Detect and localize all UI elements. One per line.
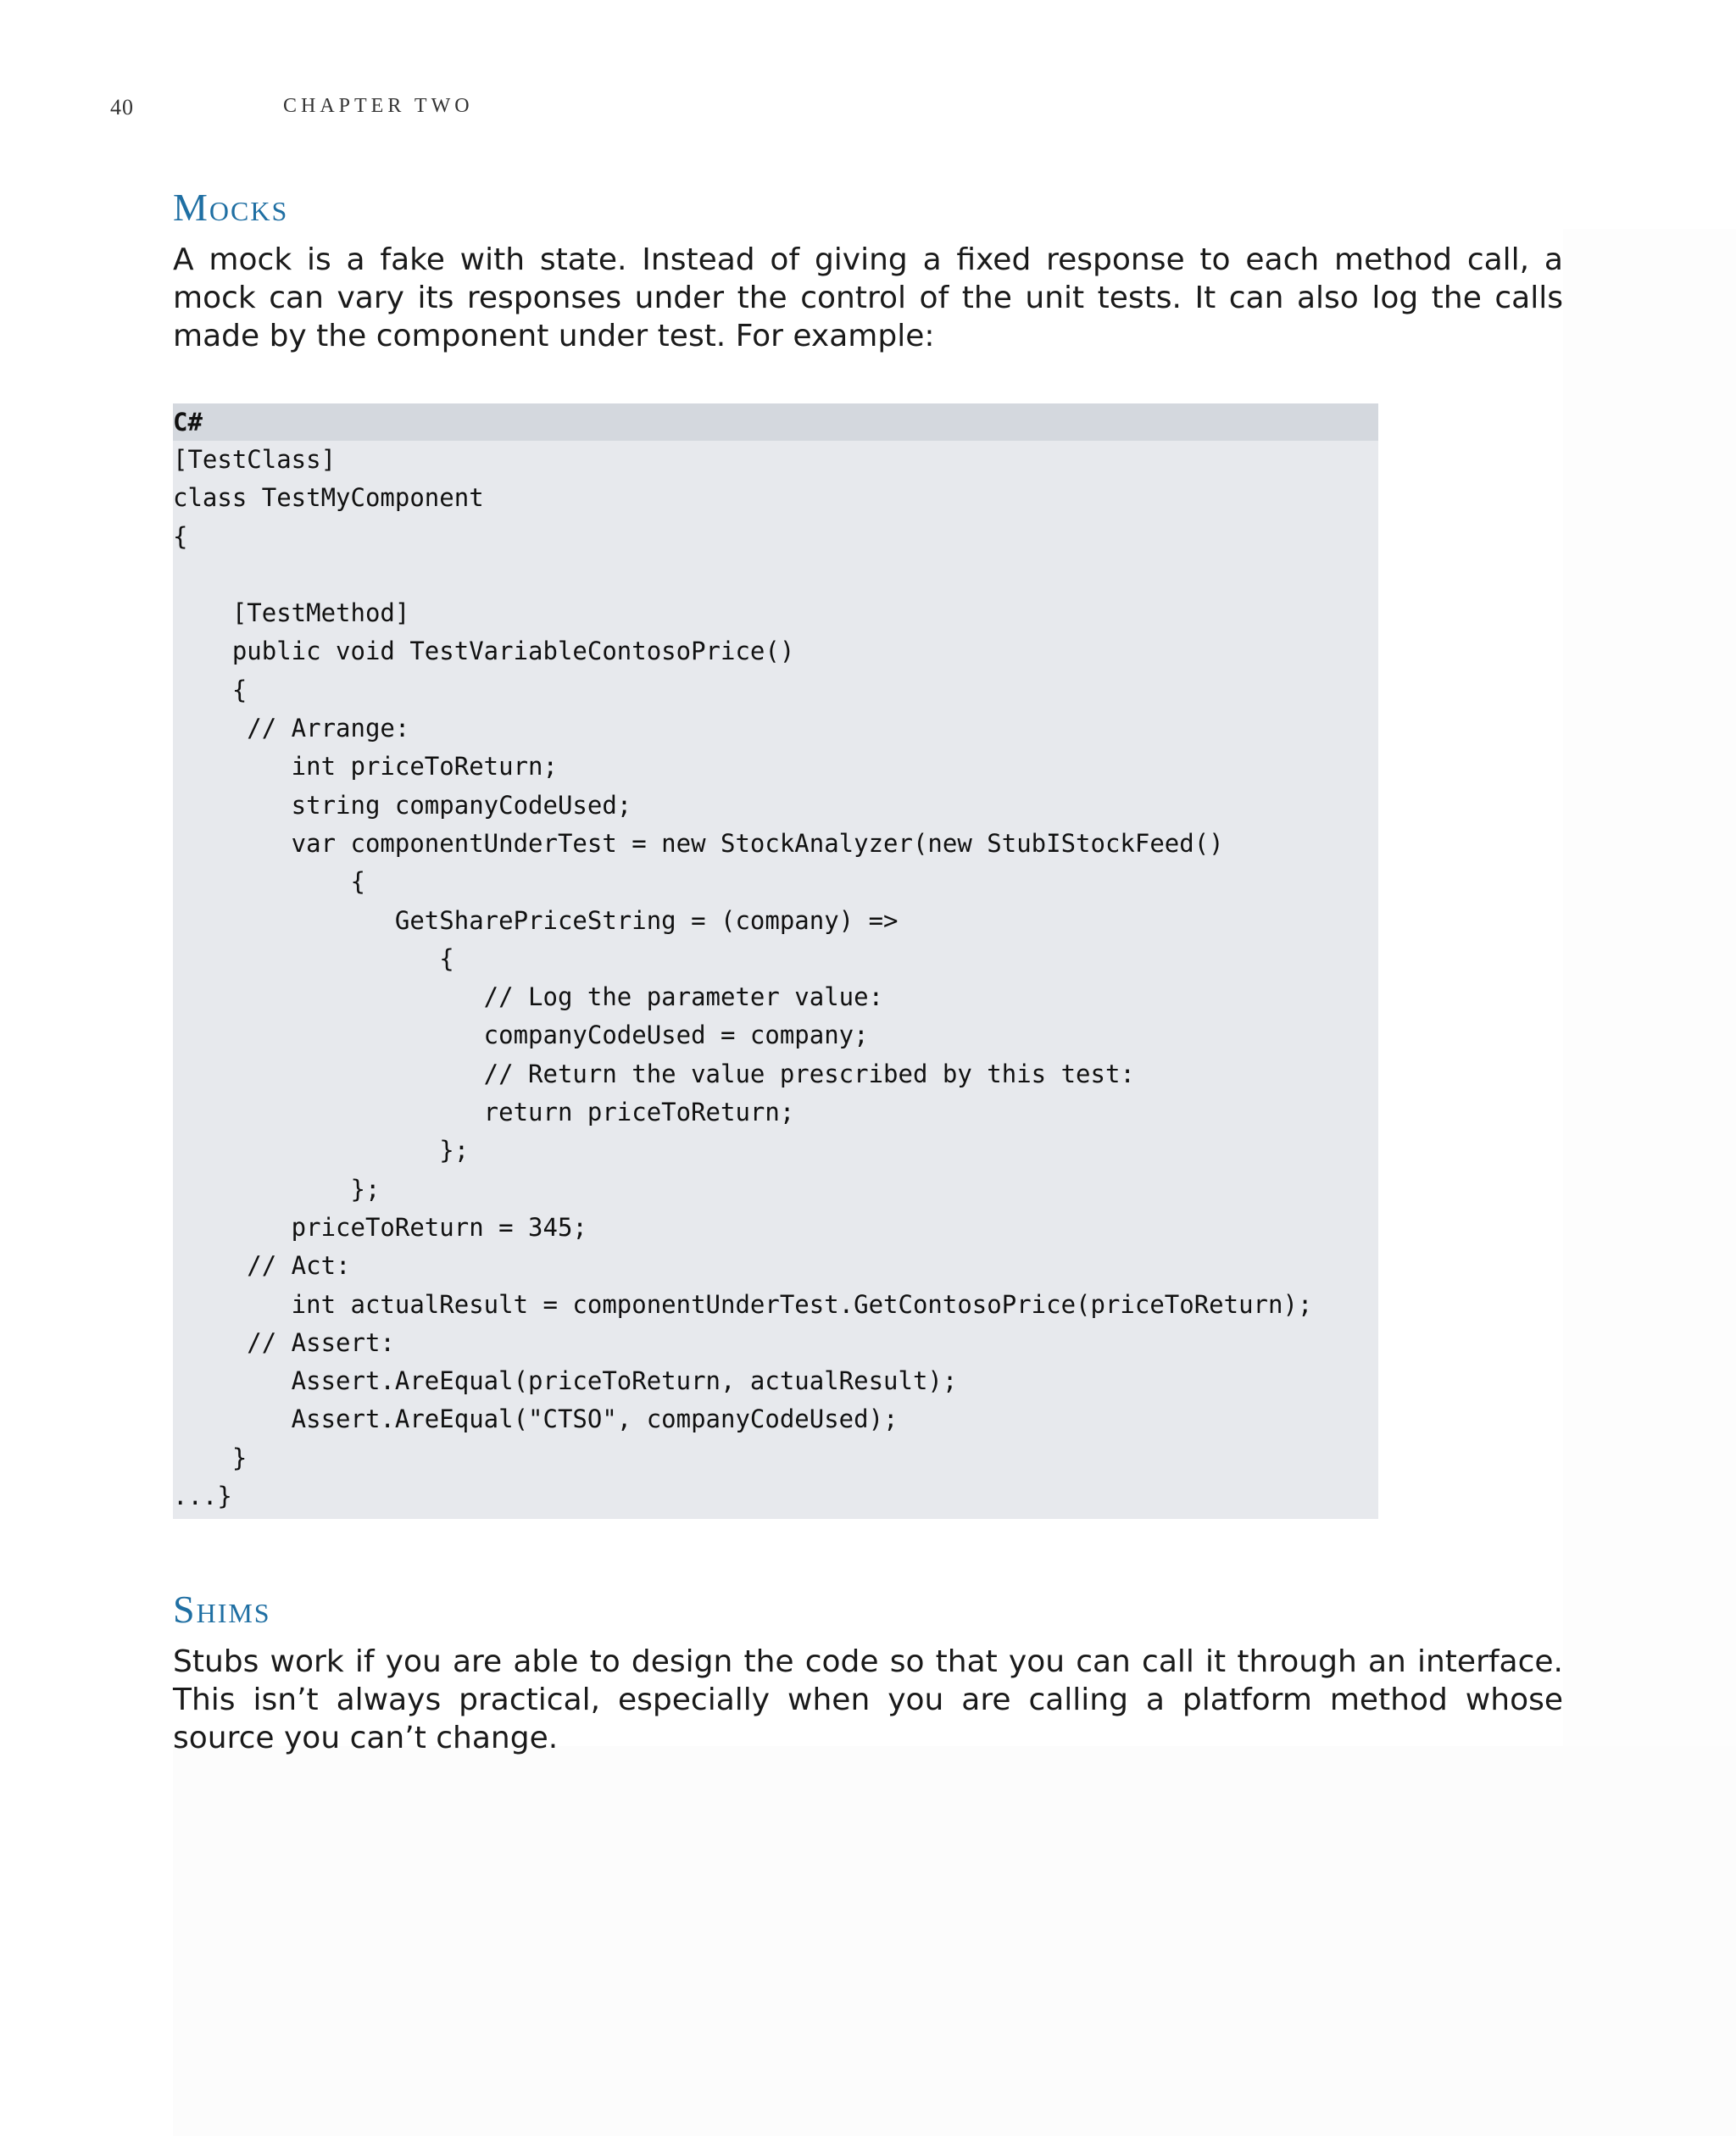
code-line: Assert.AreEqual(priceToReturn, actualResult); (173, 1366, 958, 1396)
code-line: // Log the parameter value: (173, 982, 884, 1012)
page-number: 40 (110, 95, 134, 120)
section-heading-mocks: Mocks (173, 186, 289, 229)
paragraph-shims: Stubs work if you are able to design the code so that you can call it through an interface. This isn’t always practical, especially when you are calling a platform method whose source you can’t change. (173, 1644, 1563, 1755)
code-line: // Assert: (173, 1327, 395, 1357)
code-line: { (173, 867, 365, 897)
code-line: { (173, 675, 248, 704)
code-line: } (173, 1443, 248, 1472)
running-head: CHAPTER TWO (283, 95, 474, 117)
code-line: int priceToReturn; (173, 752, 558, 782)
code-line: public void TestVariableContosoPrice() (173, 637, 795, 666)
code-line: GetSharePriceString = (company) => (173, 905, 899, 935)
code-line: var componentUnderTest = new StockAnalyzer(new StubIStockFeed() (173, 828, 1224, 858)
section-heading-shims: Shims (173, 1588, 271, 1631)
paragraph-mocks: A mock is a fake with state. Instead of giving a fixed response to each method call, a mock can vary its responses under the control of the unit tests. It can also log the calls made by the component under test. For example: (173, 242, 1563, 353)
code-lines (173, 441, 1378, 1516)
code-line: // Arrange: (173, 714, 410, 743)
code-line: companyCodeUsed = company; (173, 1021, 869, 1050)
code-line: { (173, 943, 454, 973)
code-line: priceToReturn = 345; (173, 1212, 587, 1242)
code-line: }; (173, 1174, 381, 1204)
code-block (173, 403, 1378, 1519)
code-line: { (173, 521, 188, 551)
page-bottom-shade (173, 1746, 1736, 2136)
code-line: [TestClass] (173, 445, 337, 474)
code-line: Assert.AreEqual("CTSO", companyCodeUsed); (173, 1405, 899, 1434)
code-line: string companyCodeUsed; (173, 790, 632, 820)
code-line: // Return the value prescribed by this test: (173, 1059, 1135, 1088)
code-line: int actualResult = componentUnderTest.GetContosoPrice(priceToReturn); (173, 1289, 1313, 1319)
code-line: return priceToReturn; (173, 1098, 795, 1127)
code-language-label: C# (173, 403, 1378, 441)
code-line: }; (173, 1136, 470, 1165)
code-line: class TestMyComponent (173, 483, 484, 513)
code-line: [TestMethod] (173, 598, 410, 628)
code-line: // Act: (173, 1251, 351, 1281)
code-line (173, 556, 1378, 594)
code-line: ...} (173, 1482, 232, 1511)
